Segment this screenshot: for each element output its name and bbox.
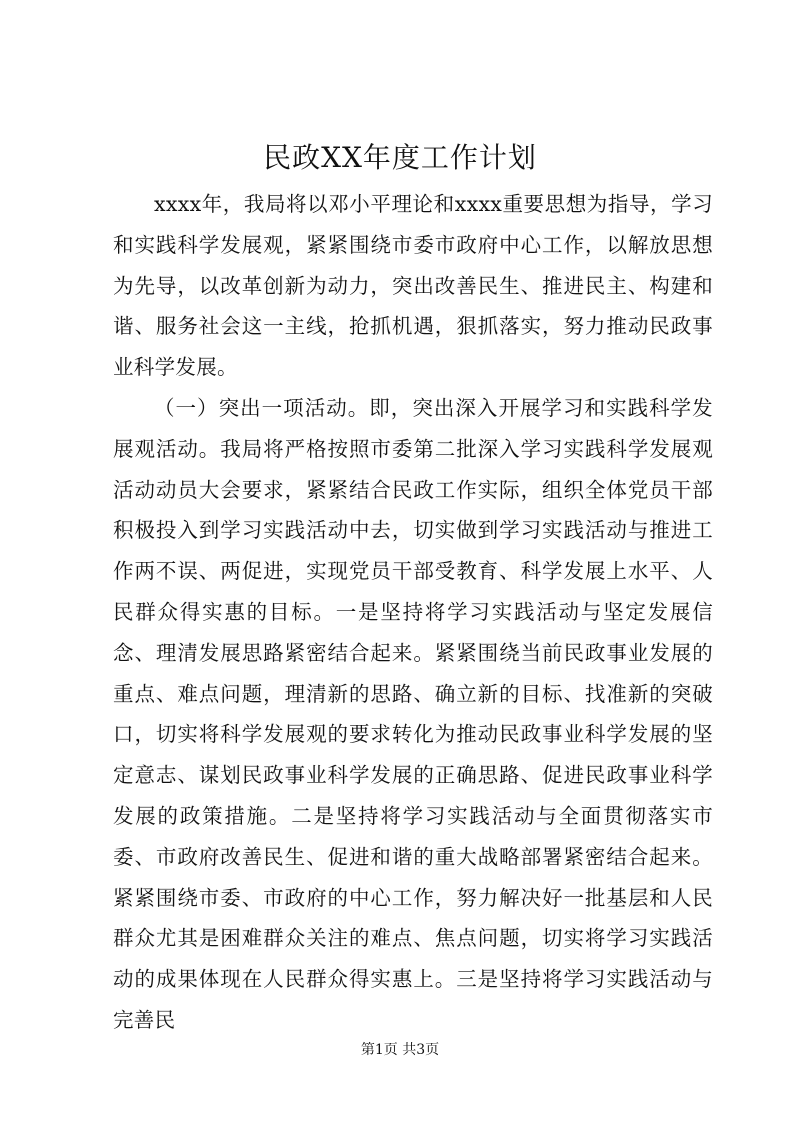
paragraph-section-1: （一）突出一项活动。即，突出深入开展学习和实践科学发展观活动。我局将严格按照市委第二批深入学习实践科学发展观活动动员大会要求，紧紧结合民政工作实际，组织全体党员干部积极投入到学习实践活动中去，切实做到学习实践活动与推进工作两不误、两促进，实现党员干部受教育、科学发展上水平、人民群众得实惠的目标。一是坚持将学习实践活动与坚定发展信念、理清发展思路紧密结合起来。紧紧围绕当前民政事业发展的重点、难点问题，理清新的思路、确立新的目标、找准新的突破口，切实将科学发展观的要求转化为推动民政事业科学发展的坚定意志、谋划民政事业科学发展的正确思路、促进民政事业科学发展的政策措施。二是坚持将学习实践活动与全面贯彻落实市委、市政府改善民生、促进和谐的重大战略部署紧密结合起来。紧紧围绕市委、市政府的中心工作，努力解决好一批基层和人民群众尤其是困难群众关注的难点、焦点问题，切实将学习实践活动的成果体现在人民群众得实惠上。三是坚持将学习实践活动与完善民: [113, 395, 713, 1032]
page-footer: 第1页 共3页: [360, 1042, 440, 1058]
paragraph-intro: xxxx年，我局将以邓小平理论和xxxx重要思想为指导，学习和实践科学发展观，紧紧围绕市委市政府中心工作，以解放思想为先导，以改革创新为动力，突出改善民生、推进民主、构建和谐、服务社会这一主线，抢抓机遇，狠抓落实，努力推动民政事业科学发展。: [113, 192, 713, 380]
document-title: 民政XX年度工作计划: [263, 141, 537, 174]
document-body: [113, 184, 713, 1041]
